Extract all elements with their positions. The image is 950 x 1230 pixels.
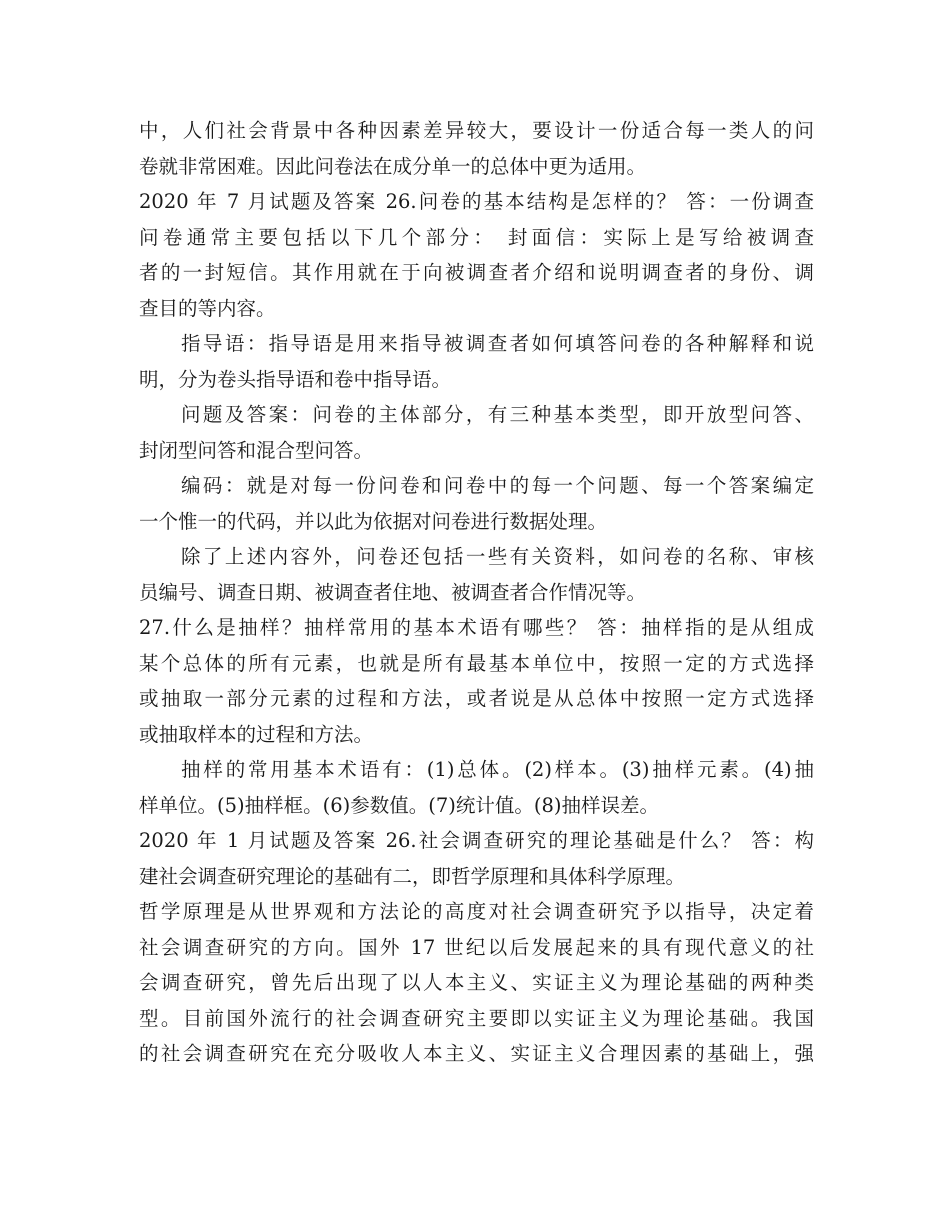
text-line: 抽样的常用基本术语有：(1)总体。(2)样本。(3)抽样元素。(4)抽 [181,758,814,781]
text-line: 明，分为卷头指导语和卷中指导语。 [139,367,452,391]
text-line: 者的一封短信。其作用就在于向被调查者介绍和说明调查者的身份、调 [139,261,814,284]
text-line: 会调查研究，曾先后出现了以人本主义、实证主义为理论基础的两种类 [139,971,814,994]
text-line: 封闭型问答和混合型问答。 [139,438,374,462]
text-line: 或抽取一部分元素的过程和方法，或者说是从总体中按照一定方式选择 [139,687,814,710]
text-line: 的社会调查研究在充分吸收人本主义、实证主义合理因素的基础上，强 [139,1042,814,1065]
text-line: 某个总体的所有元素，也就是所有最基本单位中，按照一定的方式选择 [139,651,814,675]
text-line: 27.什么是抽样？抽样常用的基本术语有哪些？ 答：抽样指的是从组成 [139,616,814,639]
text-line: 指导语：指导语是用来指导被调查者如何填答问卷的各种解释和说 [181,332,814,355]
text-line: 2020 年 1 月试题及答案 26.社会调查研究的理论基础是什么？ 答：构 [139,829,814,852]
text-line: 哲学原理是从世界观和方法论的高度对社会调查研究予以指导，决定着 [139,900,814,923]
text-line: 样单位。(5)抽样框。(6)参数值。(7)统计值。(8)抽样误差。 [139,793,659,817]
text-line: 问卷通常主要包括以下几个部分： 封面信：实际上是写给被调查 [139,225,814,249]
text-line: 卷就非常困难。因此问卷法在成分单一的总体中更为适用。 [139,154,647,178]
text-line: 一个惟一的代码，并以此为依据对问卷进行数据处理。 [139,509,608,533]
text-line: 除了上述内容外，问卷还包括一些有关资料，如问卷的名称、审核 [181,545,814,568]
text-line: 2020 年 7 月试题及答案 26.问卷的基本结构是怎样的？ 答：一份调查 [139,190,814,213]
text-line: 或抽取样本的过程和方法。 [139,722,374,746]
text-line: 社会调查研究的方向。国外 17 世纪以后发展起来的具有现代意义的社 [139,935,814,959]
text-line: 编码：就是对每一份问卷和问卷中的每一个问题、每一个答案编定 [181,474,814,497]
text-line: 建社会调查研究理论的基础有二，即哲学原理和具体科学原理。 [139,864,686,888]
text-line: 型。目前国外流行的社会调查研究主要即以实证主义为理论基础。我国 [139,1006,814,1030]
text-line: 查目的等内容。 [139,296,276,320]
text-line: 中，人们社会背景中各种因素差异较大，要设计一份适合每一类人的问 [139,119,814,142]
document-body [139,113,814,1072]
text-line: 问题及答案：问卷的主体部分，有三种基本类型，即开放型问答、 [181,403,814,426]
text-line: 员编号、调查日期、被调查者住地、被调查者合作情况等。 [139,580,647,604]
